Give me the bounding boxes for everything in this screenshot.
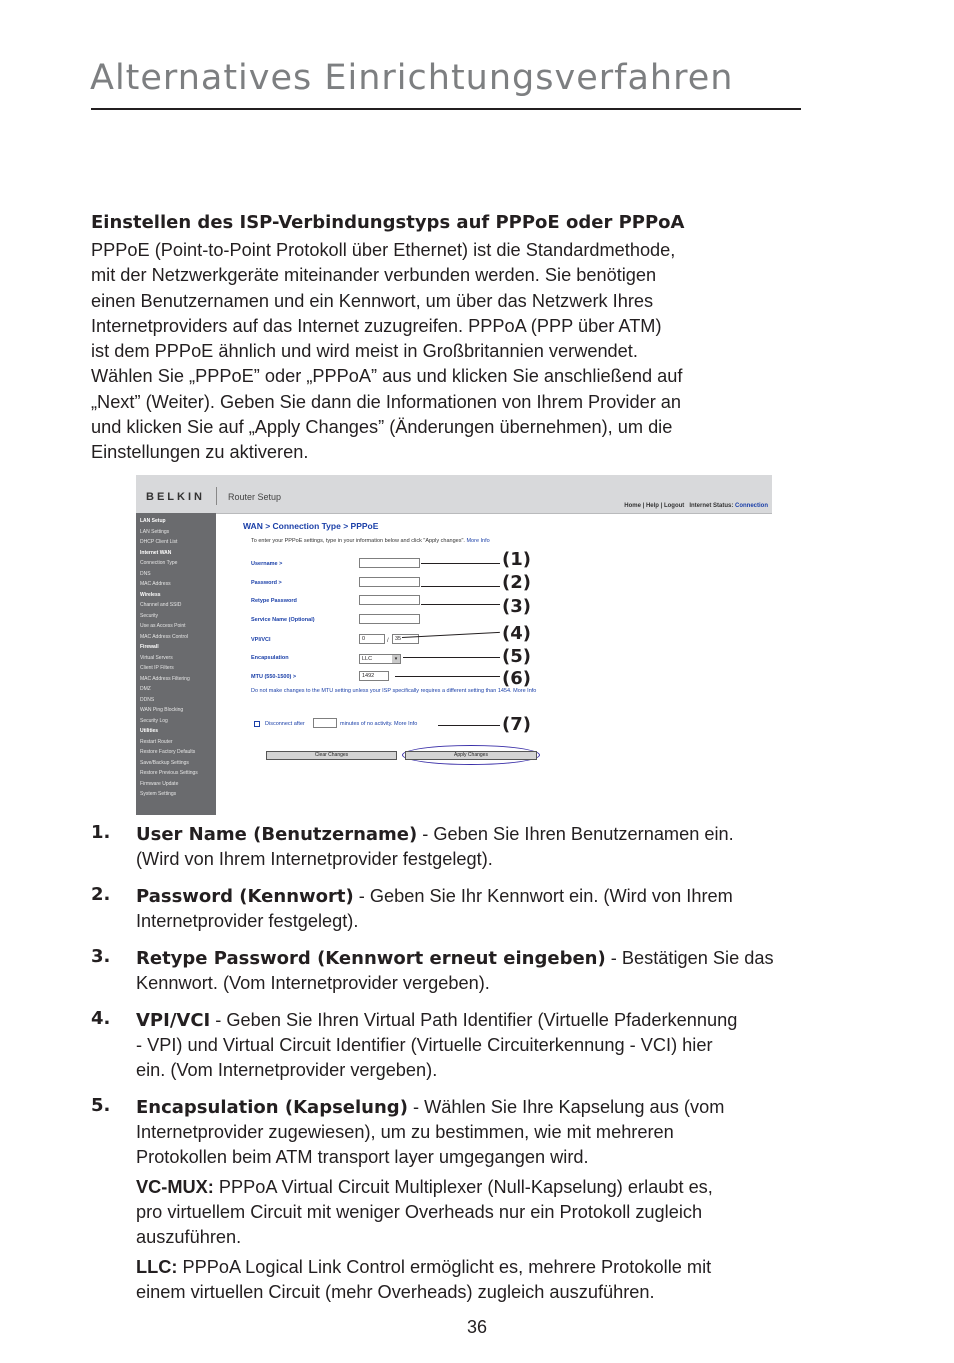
intro-line: „Next” (Weiter). Geben Sie dann die Informationen von Ihrem Provider an (91, 391, 682, 412)
sidebar-item[interactable]: DHCP Client List (140, 539, 178, 545)
username-input[interactable] (359, 558, 420, 568)
list-text: - Wählen Sie Ihre Kapselung aus (vom (407, 1097, 725, 1117)
top-links (624, 503, 768, 509)
callout-1: (1) (502, 549, 531, 570)
list-number: 2. (91, 884, 111, 905)
sidebar-item[interactable]: Restore Previous Settings (140, 770, 198, 776)
callout-2: (2) (502, 572, 531, 593)
sidebar-item[interactable]: MAC Address Control (140, 633, 189, 640)
internet-status-label: Internet Status: (689, 503, 734, 509)
router-setup-screenshot (136, 475, 772, 815)
router-header (136, 475, 772, 514)
subnote-vc-mux (136, 1175, 876, 1251)
list-term: Encapsulation (Kapselung) (136, 1097, 408, 1118)
list-term: Retype Password (Kennwort erneut eingeben) (136, 948, 606, 969)
intro-line: mit der Netzwerkgeräte miteinander verbunden werden. Sie benötigen (91, 265, 657, 286)
list-item-body (136, 822, 876, 872)
vpi-vci-label: VPI/VCI (251, 637, 271, 643)
list-term: VPI/VCI (136, 1010, 211, 1031)
list-text: - Geben Sie Ihren Benutzernamen ein. (417, 824, 734, 844)
sidebar-item: Wireless (140, 591, 161, 598)
callout-line-6 (395, 676, 500, 677)
page-title: Alternatives Einrichtungsverfahren (90, 58, 734, 98)
main-intro (251, 538, 490, 544)
router-sidebar (136, 513, 216, 815)
subnote-text: PPPoA Logical Link Control ermöglicht es, mehrere Protokolle mit (177, 1257, 712, 1277)
list-item-body (136, 884, 876, 934)
list-line: Protokollen beim ATM transport layer umgegangen wird. (136, 1147, 589, 1168)
mtu-input[interactable]: 1492 (359, 671, 389, 681)
mtu-warning-text: Do not make changes to the MTU setting unless your ISP specifically requires a different setting than 1454. (251, 688, 512, 694)
clear-changes-button[interactable]: Clear Changes (266, 751, 397, 760)
sidebar-item[interactable]: WAN Ping Blocking (140, 707, 184, 713)
list-number: 4. (91, 1008, 111, 1029)
encapsulation-label: Encapsulation (251, 655, 289, 661)
more-info-link[interactable]: More Info (466, 538, 490, 544)
sidebar-item[interactable]: Client IP Filters (140, 665, 174, 671)
username-label: Username > (251, 561, 283, 567)
subnote-text: PPPoA Virtual Circuit Multiplexer (Null-Kapselung) erlaubt es, (213, 1177, 713, 1197)
list-number: 5. (91, 1095, 111, 1116)
list-term: Password (Kennwort) (136, 886, 354, 907)
list-line: (Wird von Ihrem Internetprovider festgelegt). (136, 849, 493, 870)
callout-line-1 (421, 563, 500, 564)
sidebar-item[interactable]: Virtual Servers (140, 654, 173, 661)
sidebar-item[interactable]: Use as Access Point (140, 623, 186, 629)
home-help-logout-links[interactable]: Home | Help | Logout (624, 503, 685, 509)
disconnect-more-info-link[interactable]: More Info (394, 721, 418, 727)
list-number: 3. (91, 946, 111, 967)
list-line (136, 1008, 876, 1033)
mtu-warning (251, 688, 551, 695)
password-input[interactable] (359, 577, 420, 587)
sidebar-item[interactable]: MAC Address Filtering (140, 675, 190, 682)
list-text: - Geben Sie Ihr Kennwort ein. (Wird von Ihrem (353, 886, 733, 906)
callout-4: (4) (502, 623, 531, 644)
list-line (136, 822, 876, 847)
list-item-body (136, 1008, 876, 1084)
intro-paragraph (91, 238, 851, 466)
page-number: 36 (466, 1317, 488, 1337)
list-line: Internetprovider festgelegt). (136, 911, 359, 932)
list-line: ein. (Vom Internetprovider vergeben). (136, 1060, 438, 1081)
intro-line: einen Benutzernamen und ein Kennwort, um über das Netzwerk Ihres (91, 290, 654, 311)
vci-input[interactable]: 35 (392, 634, 419, 644)
sidebar-item: Internet WAN (140, 549, 172, 556)
disconnect-suffix (340, 721, 417, 727)
sidebar-item[interactable]: LAN Settings (140, 528, 170, 535)
intro-line: PPPoE (Point-to-Point Protokoll über Ethernet) ist die Standardmethode, (91, 240, 676, 260)
apply-changes-button[interactable]: Apply Changes (405, 751, 537, 760)
subnote-line (136, 1255, 876, 1280)
mtu-more-info-link[interactable]: More Info (513, 688, 537, 694)
service-name-input[interactable] (359, 614, 420, 624)
internet-status-value: Connection (735, 503, 768, 509)
encapsulation-value: LLC (362, 656, 373, 662)
mtu-label: MTU (550-1500) > (251, 674, 297, 680)
sidebar-item: LAN Setup (140, 518, 166, 524)
vpi-vci-separator: / (387, 638, 389, 644)
list-line (136, 1095, 876, 1120)
belkin-logo: BELKIN (146, 491, 205, 503)
router-setup-title: Router Setup (228, 492, 282, 502)
sidebar-item[interactable]: System Settings (140, 791, 177, 797)
sidebar-item[interactable]: Restore Factory Defaults (140, 749, 196, 755)
sidebar-item[interactable]: DNS (140, 570, 151, 577)
encapsulation-select[interactable] (359, 654, 401, 664)
subnote-term: LLC: (136, 1257, 178, 1277)
disconnect-checkbox[interactable] (254, 721, 260, 727)
disconnect-suffix-text: minutes of no activity. (340, 721, 393, 727)
router-main-panel (216, 513, 772, 815)
subnote-line: einem virtuellen Circuit (mehr Overheads) zugleich auszuführen. (136, 1282, 655, 1303)
list-line (136, 884, 876, 909)
vpi-input[interactable]: 0 (359, 634, 385, 644)
callout-6: (6) (502, 668, 531, 689)
intro-line: und klicken Sie auf „Apply Changes” (Änderungen übernehmen), um die (91, 417, 673, 438)
list-text: - Bestätigen Sie das (605, 948, 774, 968)
subnote-line (136, 1175, 876, 1200)
wan-breadcrumb-title: WAN > Connection Type > PPPoE (243, 521, 379, 531)
retype-password-input[interactable] (359, 595, 420, 605)
header-divider (216, 487, 217, 505)
disconnect-minutes-input[interactable] (313, 718, 337, 728)
password-label: Password > (251, 580, 282, 586)
sidebar-item: Utilities (140, 728, 159, 734)
intro-line: Internetproviders auf das Internet zuzugreifen. PPPoA (PPP über ATM) (91, 315, 662, 336)
list-line: - VPI) und Virtual Circuit Identifier (Virtuelle Circuiterkennung - VCI) hier (136, 1035, 713, 1056)
callout-line-3 (421, 604, 500, 605)
section-heading: Einstellen des ISP-Verbindungstyps auf PPPoE oder PPPoA (91, 212, 685, 233)
callout-5: (5) (502, 646, 531, 667)
sidebar-item: Firewall (140, 644, 159, 650)
callout-line-7 (438, 725, 500, 726)
callout-3: (3) (502, 596, 531, 617)
retype-password-label: Retype Password (251, 598, 297, 604)
intro-line: Wählen Sie „PPPoE” oder „PPPoA” aus und klicken Sie anschließend auf (91, 366, 683, 387)
subnote-term: VC-MUX: (136, 1177, 214, 1197)
list-line: Kennwort. (Vom Internetprovider vergeben). (136, 973, 490, 994)
sidebar-item[interactable]: Restart Router (140, 738, 173, 745)
sidebar-item[interactable]: Channel and SSID (140, 602, 182, 608)
list-line: Internetprovider zugewiesen), um zu bestimmen, wie mit mehreren (136, 1122, 674, 1143)
title-rule (91, 108, 801, 110)
sidebar-item[interactable]: Connection Type (140, 560, 178, 566)
service-name-label: Service Name (Optional) (251, 617, 315, 623)
subnote-line: auszuführen. (136, 1227, 242, 1248)
sidebar-item[interactable]: MAC Address (140, 581, 171, 587)
list-term: User Name (Benutzername) (136, 824, 418, 845)
callout-line-2 (421, 586, 500, 587)
sidebar-item[interactable]: Firmware Update (140, 780, 179, 787)
list-item-body (136, 946, 876, 996)
subnote-line: pro virtuellem Circuit mit weniger Overheads nur ein Protokoll zugleich (136, 1202, 703, 1223)
callout-7: (7) (502, 714, 531, 735)
callout-line-5 (403, 657, 500, 658)
list-line (136, 946, 876, 971)
sidebar-item[interactable]: Security (140, 612, 159, 619)
main-intro-text: To enter your PPPoE settings, type in your information below and click "Apply changes". (251, 538, 465, 544)
sidebar-item[interactable]: DMZ (140, 686, 151, 692)
list-number: 1. (91, 822, 111, 843)
chevron-down-icon[interactable]: ▾ (392, 655, 400, 663)
intro-line: Einstellungen zu aktiveren. (91, 442, 309, 463)
list-item-body (136, 1095, 876, 1171)
list-text: - Geben Sie Ihren Virtual Path Identifier (Virtuelle Pfaderkennung (210, 1010, 738, 1030)
sidebar-item[interactable]: DDNS (140, 696, 155, 703)
subnote-llc (136, 1255, 876, 1305)
intro-line: ist dem PPPoE ähnlich und wird meist in Großbritannien verwendet. (91, 341, 638, 362)
sidebar-item[interactable]: Save/Backup Settings (140, 759, 189, 766)
sidebar-item[interactable]: Security Log (140, 717, 168, 724)
disconnect-label: Disconnect after (265, 721, 305, 727)
